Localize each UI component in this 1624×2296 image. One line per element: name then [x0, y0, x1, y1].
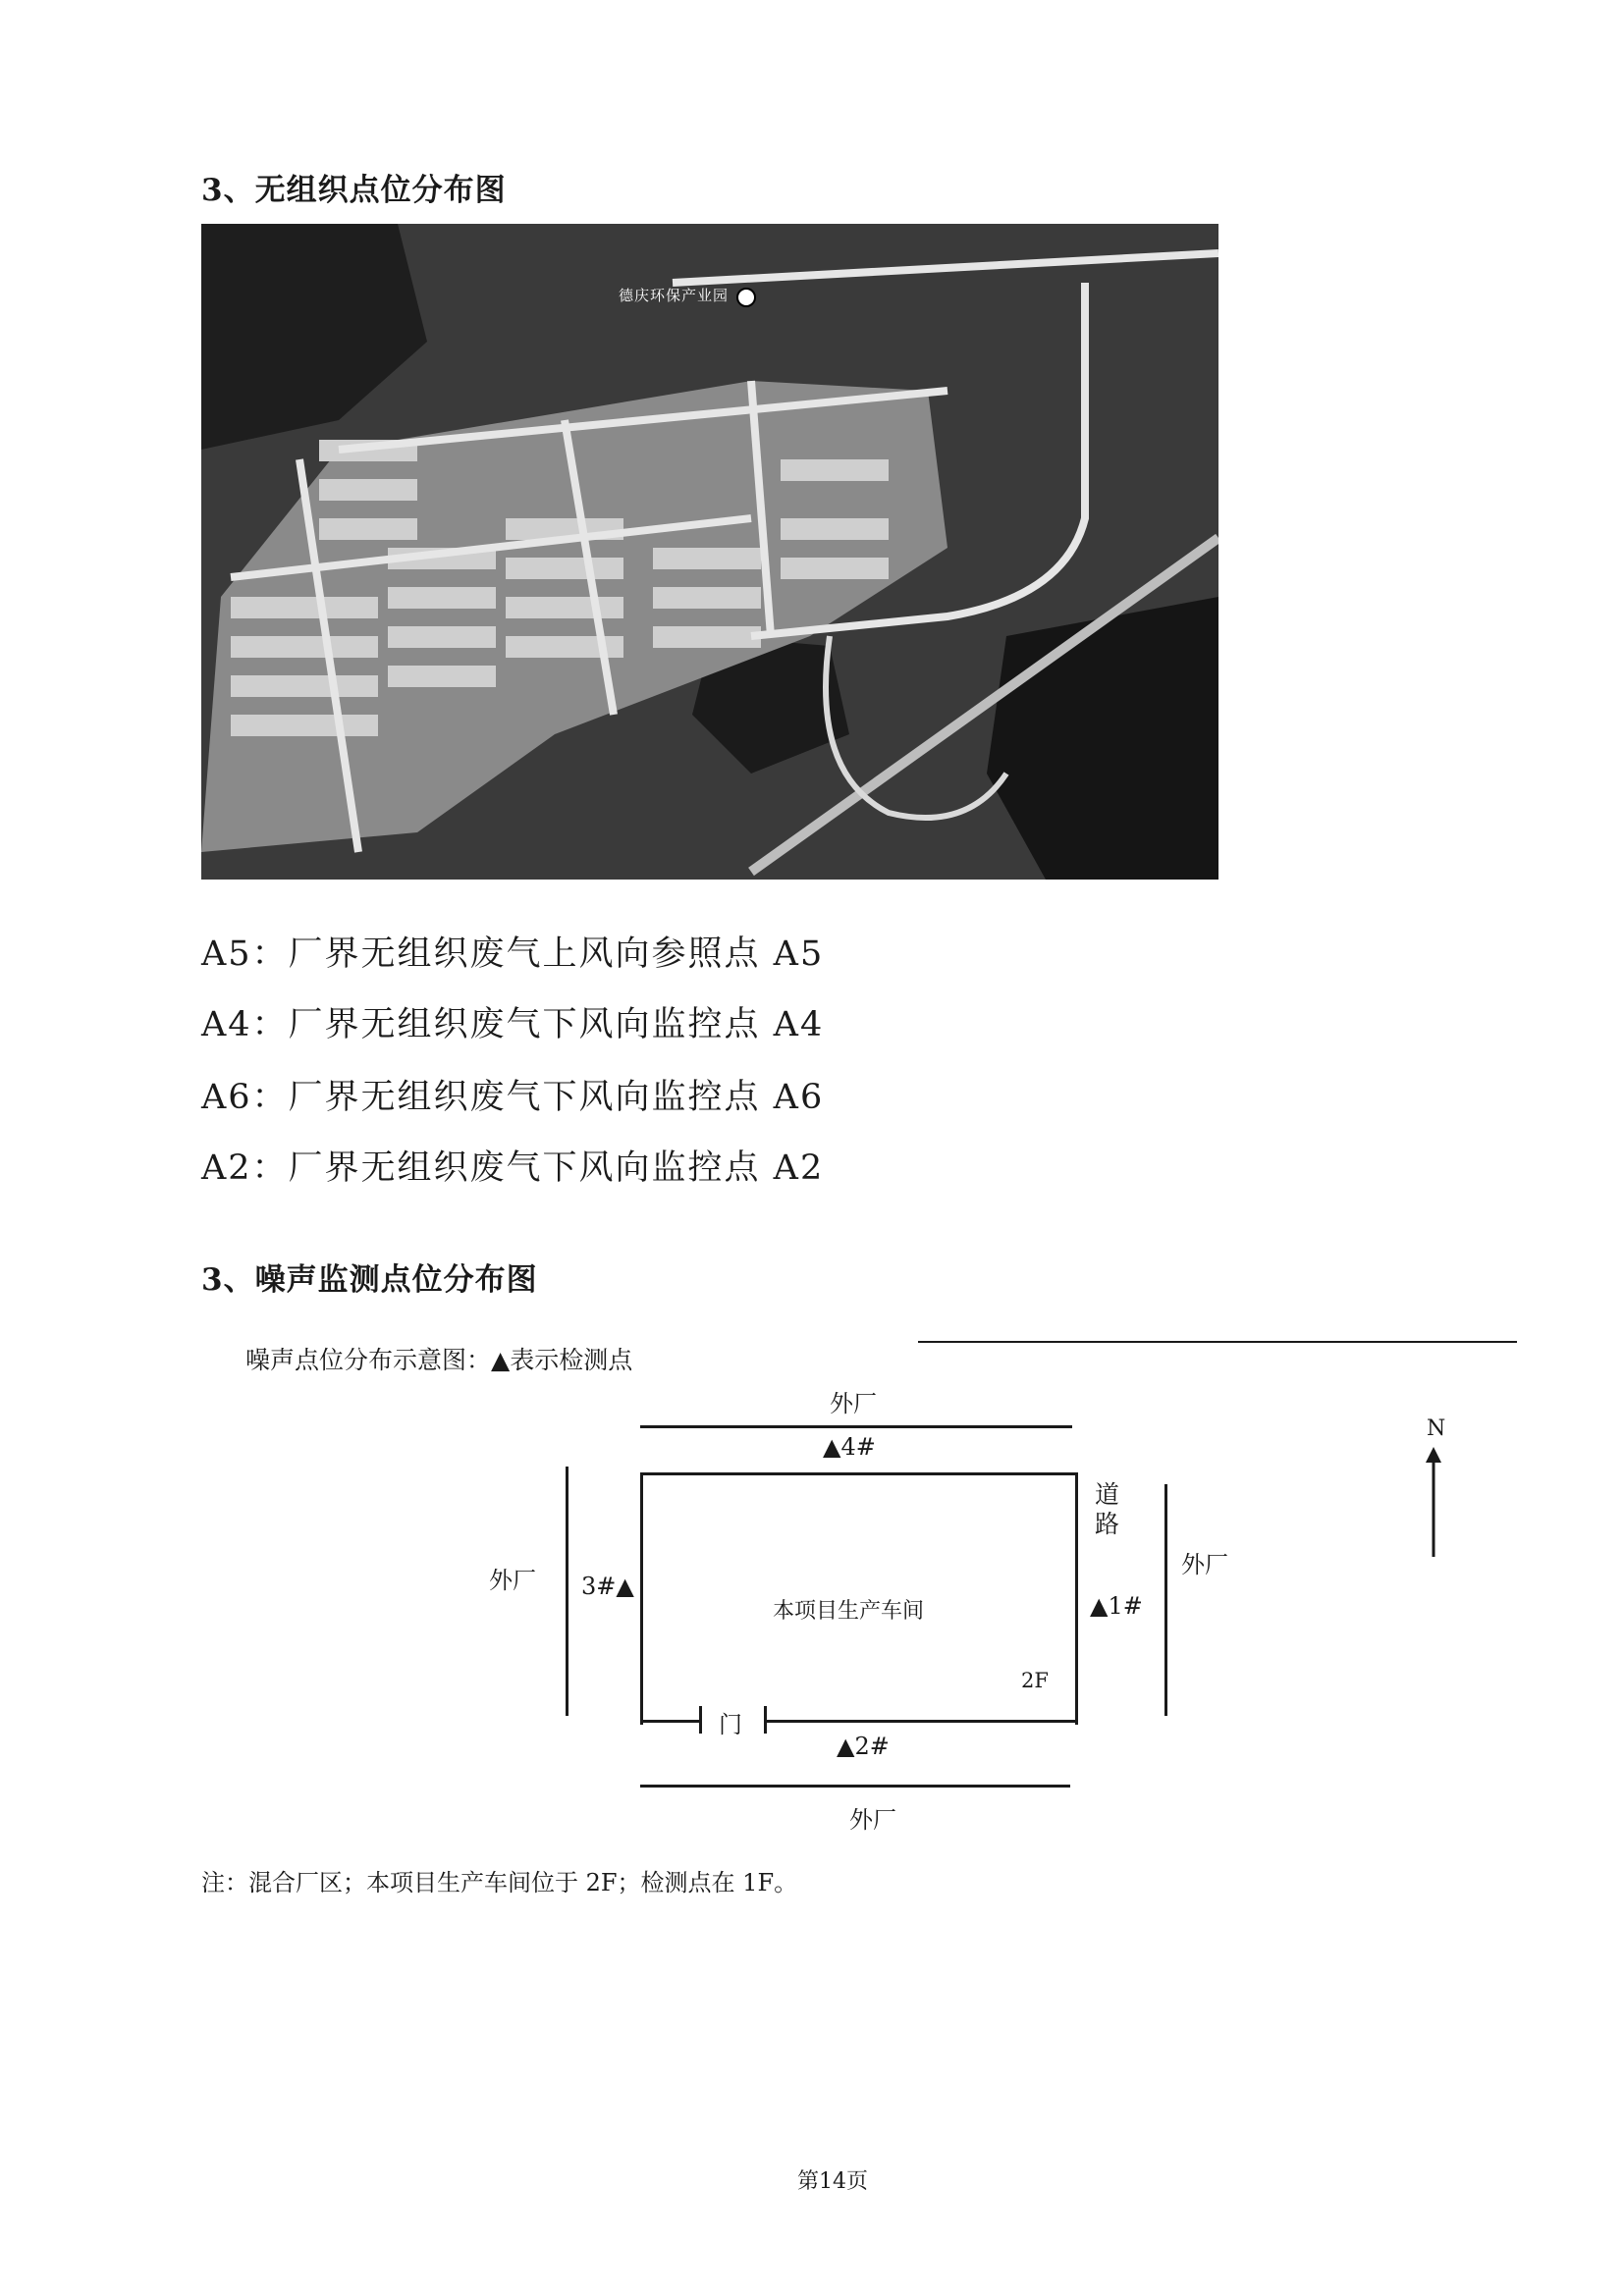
north-label: N [1427, 1416, 1446, 1441]
aerial-map-image [201, 224, 1218, 880]
top-boundary-line [640, 1425, 1072, 1428]
floor-label: 2F [1021, 1669, 1049, 1692]
gate-post-left [699, 1706, 702, 1734]
label-outside-right: 外厂 [1181, 1551, 1228, 1578]
legend-item-a2: A2：厂界无组织废气下风向监控点 A2 [201, 1148, 825, 1188]
point-4: ▲4# [823, 1433, 876, 1461]
legend-item-a4: A4：厂界无组织废气下风向监控点 A4 [201, 1005, 825, 1044]
point-3: 3#▲ [581, 1573, 634, 1600]
map-label: 德庆环保产业园 [619, 287, 730, 304]
right-boundary-line [1164, 1484, 1167, 1716]
legend-item-a6: A6：厂界无组织废气下风向监控点 A6 [201, 1078, 825, 1117]
note-text: 注：混合厂区；本项目生产车间位于 2F；检测点在 1F。 [201, 1869, 798, 1896]
top-right-rule [918, 1341, 1517, 1343]
north-arrow-icon [1423, 1447, 1444, 1559]
label-outside-bottom: 外厂 [849, 1806, 896, 1834]
building-label: 本项目生产车间 [773, 1599, 925, 1624]
gate-label: 门 [719, 1711, 742, 1738]
section-title-fugitive: 3、无组织点位分布图 [201, 173, 507, 208]
section-title-noise: 3、噪声监测点位分布图 [201, 1262, 538, 1298]
page-number: 第14页 [797, 2169, 868, 2194]
bottom-boundary-line [640, 1785, 1070, 1788]
road-label: 道路 [1095, 1480, 1120, 1538]
label-outside-left: 外厂 [489, 1567, 536, 1594]
building-bottom-right [764, 1720, 1075, 1723]
noise-diagram-caption: 噪声点位分布示意图：▲表示检测点 [245, 1346, 633, 1374]
point-2: ▲2# [837, 1733, 890, 1760]
left-boundary-line [566, 1467, 568, 1716]
label-outside-top: 外厂 [830, 1390, 877, 1417]
building-bottom-left [640, 1720, 699, 1723]
point-1: ▲1# [1090, 1592, 1143, 1620]
legend-item-a5: A5：厂界无组织废气上风向参照点 A5 [201, 934, 825, 974]
